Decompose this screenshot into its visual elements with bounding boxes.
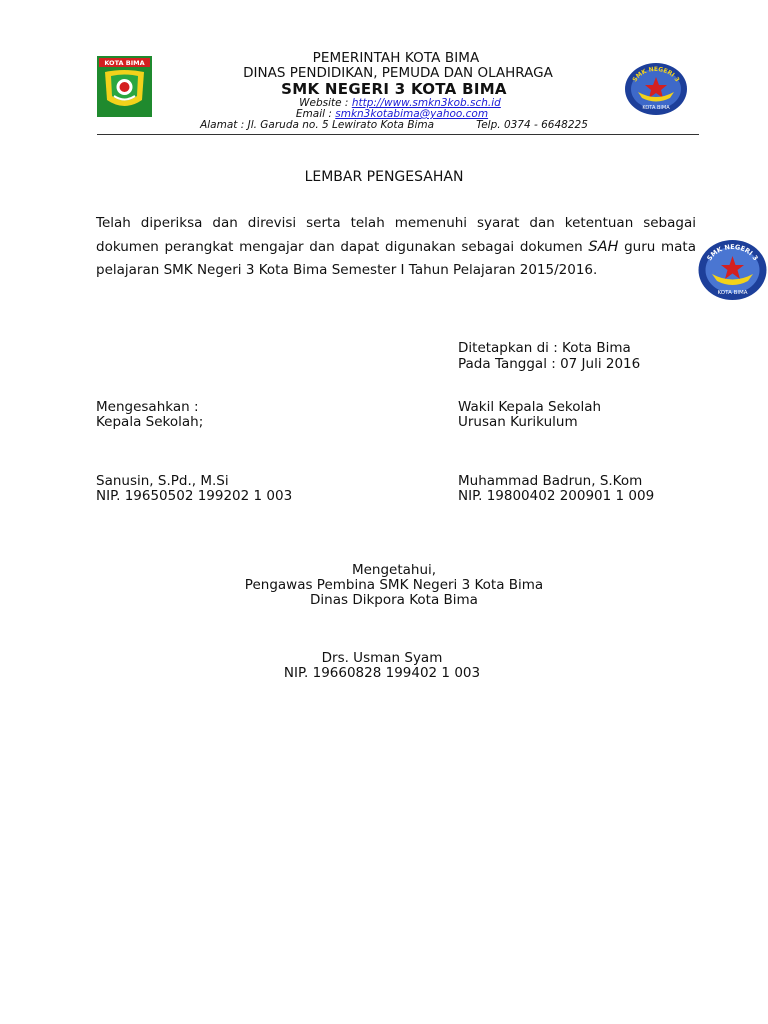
- date-established: Pada Tanggal : 07 Juli 2016: [458, 356, 641, 372]
- sah-text: SAH: [588, 238, 619, 255]
- paragraph-part-2: guru mata pelajaran SMK Negeri 3 Kota Bima Semester I Tahun Pelajaran 2015/2016.: [96, 238, 696, 278]
- left-signatory-nip: NIP. 19650502 199202 1 003: [96, 488, 293, 504]
- left-signatory-name: Sanusin, S.Pd., M.Si: [96, 473, 229, 489]
- paragraph-part-1: Telah diperiksa dan direvisi serta telah memenuhi syarat dan ketentuan sebagai dokumen perangkat mengajar dan dapat digunakan sebagai dokumen: [96, 215, 696, 255]
- address: Alamat : Jl. Garuda no. 5 Lewirato Kota Bima: [200, 119, 435, 131]
- right-signatory-nip: NIP. 19800402 200901 1 009: [458, 488, 655, 504]
- school-seal-stamp: [697, 238, 768, 302]
- supervisor-label-2: Pengawas Pembina SMK Negeri 3 Kota Bima: [244, 577, 544, 593]
- left-signatory-label-2: Kepala Sekolah;: [96, 414, 204, 430]
- right-signatory-name: Muhammad Badrun, S.Kom: [458, 473, 643, 489]
- supervisor-label-1: Mengetahui,: [351, 562, 437, 578]
- place-established: Ditetapkan di : Kota Bima: [458, 340, 631, 356]
- document-title: LEMBAR PENGESAHAN: [304, 169, 464, 185]
- email-link[interactable]: smkn3kotabima@yahoo.com: [335, 108, 489, 120]
- letterhead-divider: [97, 134, 699, 135]
- website-label: Website :: [299, 97, 352, 109]
- stamp-text-bottom: KOTA BIMA: [717, 290, 748, 296]
- phone: Telp. 0374 - 6648225: [476, 119, 588, 131]
- supervisor-nip: NIP. 19660828 199402 1 003: [283, 665, 481, 681]
- supervisor-label-3: Dinas Dikpora Kota Bima: [310, 592, 478, 608]
- website-link[interactable]: http://www.smkn3kob.sch.id: [351, 97, 501, 109]
- logo-right-text-top: SMK NEGERI 3: [631, 65, 681, 84]
- supervisor-name: Drs. Usman Syam: [321, 650, 443, 666]
- email-label: Email :: [295, 108, 336, 120]
- logo-left-text: KOTA BIMA: [104, 59, 145, 67]
- left-signatory-label-1: Mengesahkan :: [96, 399, 199, 415]
- right-signatory-label-1: Wakil Kepala Sekolah: [458, 399, 602, 415]
- logo-right-text-bottom: KOTA BIMA: [642, 105, 670, 111]
- letterhead-line-1: PEMERINTAH KOTA BIMA: [312, 50, 480, 66]
- approval-paragraph: [96, 212, 696, 283]
- letterhead-line-2: DINAS PENDIDIKAN, PEMUDA DAN OLAHRAGA: [243, 65, 553, 81]
- school-name: SMK NEGERI 3 KOTA BIMA: [281, 80, 507, 98]
- stamp-text-top: SMK NEGERI 3: [705, 242, 760, 263]
- address-line: [10, 119, 768, 131]
- right-signatory-label-2: Urusan Kurikulum: [458, 414, 578, 430]
